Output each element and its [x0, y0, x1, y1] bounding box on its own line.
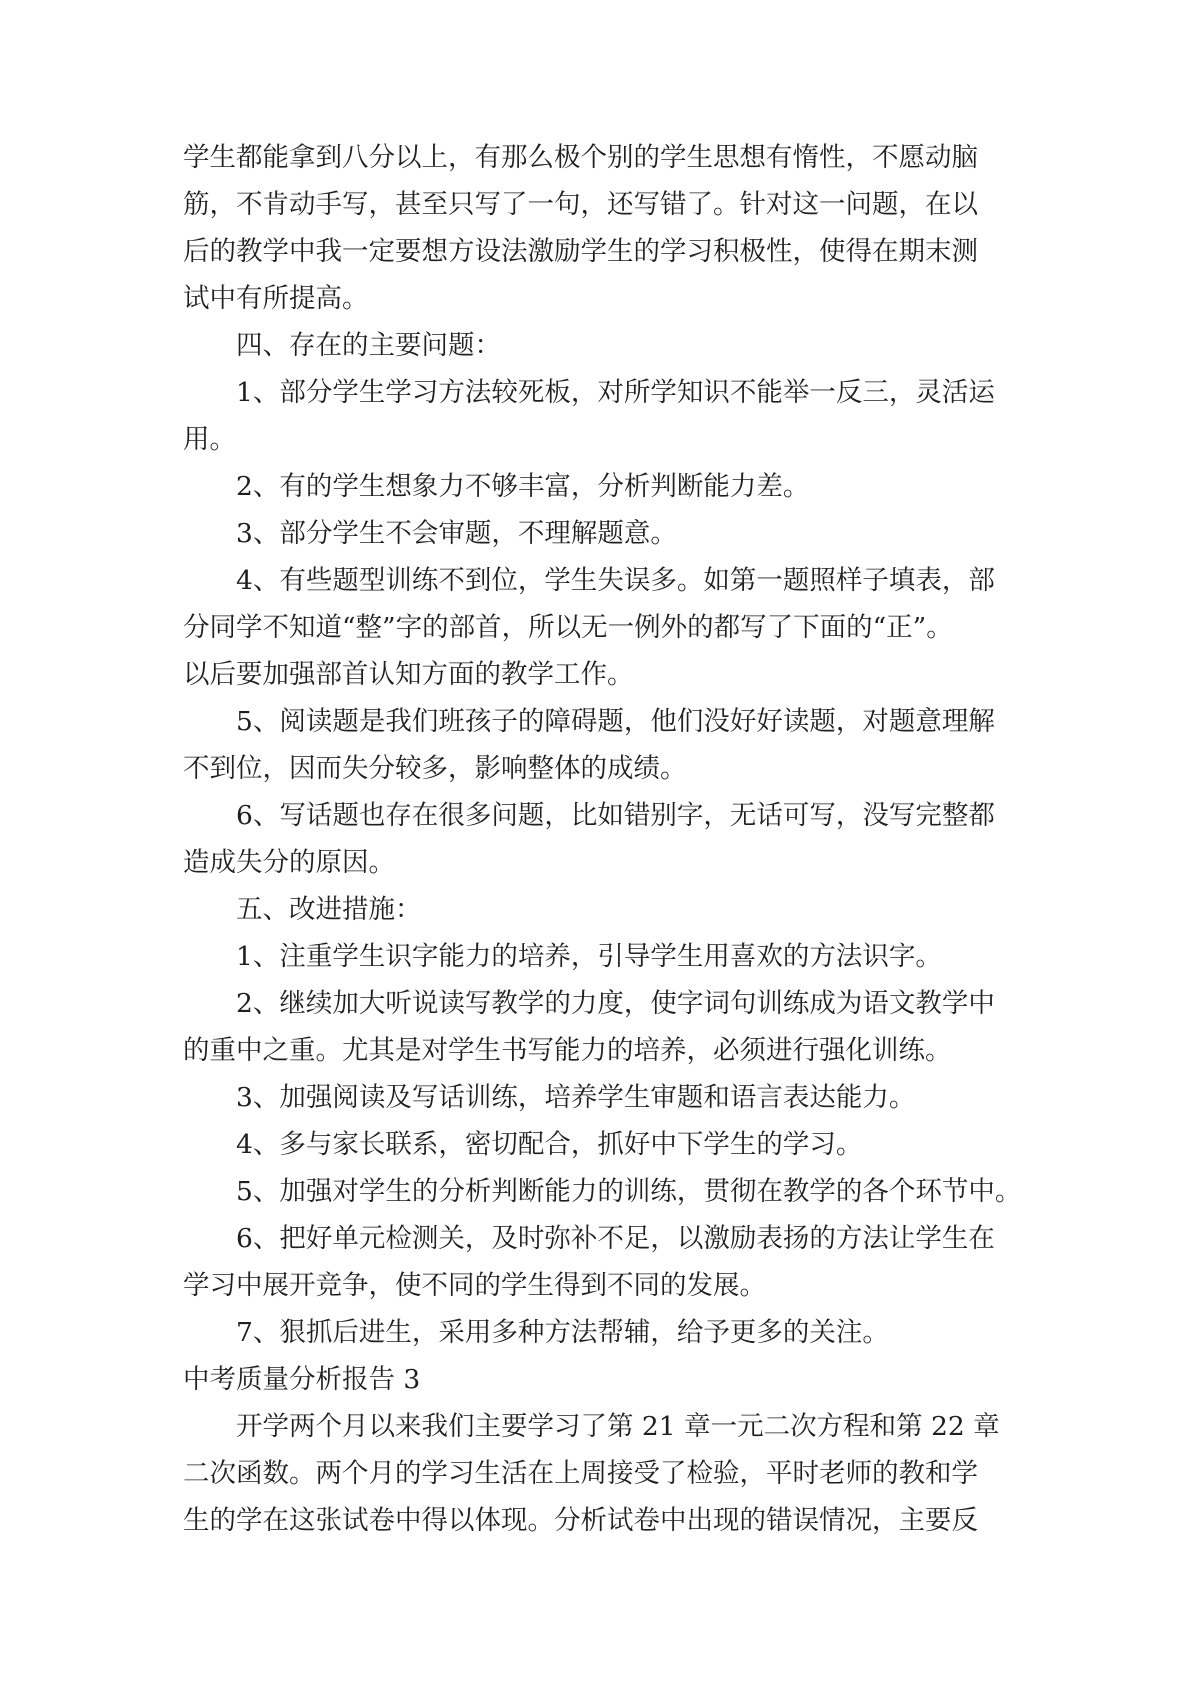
text-line: 二次函数。两个月的学习生活在上周接受了检验，平时老师的教和学: [183, 1458, 978, 1489]
list-item: 7、狠抓后进生，采用多种方法帮辅，给予更多的关注。: [236, 1317, 889, 1348]
text-line: 学习中展开竞争，使不同的学生得到不同的发展。: [183, 1270, 766, 1301]
list-item: 1、注重学生识字能力的培养，引导学生用喜欢的方法识字。: [236, 941, 942, 972]
list-item: 5、阅读题是我们班孩子的障碍题，他们没好好读题，对题意理解: [236, 706, 995, 737]
list-item: 2、继续加大听说读写教学的力度，使字词句训练成为语文教学中: [236, 988, 995, 1019]
text-line: 不到位，因而失分较多，影响整体的成绩。: [183, 753, 687, 784]
list-item: 4、有些题型训练不到位，学生失误多。如第一题照样子填表，部: [236, 565, 995, 596]
document-body: [183, 134, 1023, 1544]
text-line: 筋，不肯动手写，甚至只写了一句，还写错了。针对这一问题，在以: [183, 189, 978, 220]
list-item: 2、有的学生想象力不够丰富，分析判断能力差。: [236, 471, 810, 502]
report-title: 中考质量分析报告 3: [183, 1364, 421, 1395]
list-item: 6、把好单元检测关，及时弥补不足，以激励表扬的方法让学生在: [236, 1223, 995, 1254]
list-item: 1、部分学生学习方法较死板，对所学知识不能举一反三，灵活运: [236, 377, 995, 408]
text-line: 分同学不知道“整”字的部首，所以无一例外的都写了下面的“正”。: [183, 612, 953, 643]
list-item: 6、写话题也存在很多问题，比如错别字，无话可写，没写完整都: [236, 800, 995, 831]
list-item: 4、多与家长联系，密切配合，抓好中下学生的学习。: [236, 1129, 863, 1160]
paragraph-start: 开学两个月以来我们主要学习了第 21 章一元二次方程和第 22 章: [236, 1411, 1000, 1442]
text-line: 以后要加强部首认知方面的教学工作。: [183, 659, 634, 690]
section-heading: 五、改进措施：: [236, 894, 422, 925]
text-line: 生的学在这张试卷中得以体现。分析试卷中出现的错误情况，主要反: [183, 1505, 978, 1536]
text-line: 造成失分的原因。: [183, 847, 395, 878]
section-heading: 四、存在的主要问题：: [236, 330, 501, 361]
text-line: 后的教学中我一定要想方设法激励学生的学习积极性，使得在期末测: [183, 236, 978, 267]
list-item: 3、加强阅读及写话训练，培养学生审题和语言表达能力。: [236, 1082, 916, 1113]
text-line: 试中有所提高。: [183, 283, 369, 314]
list-item: 3、部分学生不会审题，不理解题意。: [236, 518, 677, 549]
text-line: 学生都能拿到八分以上，有那么极个别的学生思想有惰性，不愿动脑: [183, 142, 978, 173]
text-line: 的重中之重。尤其是对学生书写能力的培养，必须进行强化训练。: [183, 1035, 952, 1066]
text-line: 用。: [183, 424, 236, 455]
list-item: 5、加强对学生的分析判断能力的训练，贯彻在教学的各个环节中。: [236, 1176, 1022, 1207]
